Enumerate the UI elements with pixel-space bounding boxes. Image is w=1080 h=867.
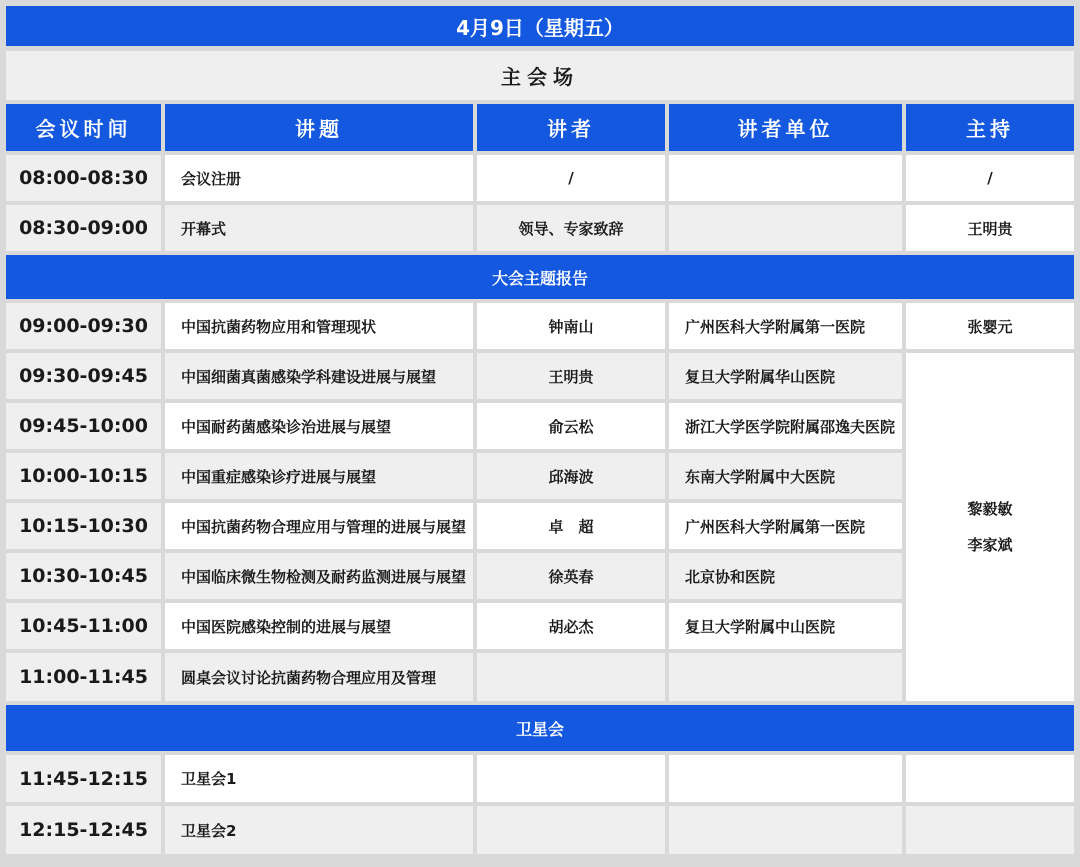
row-host: 张婴元 [906, 303, 1074, 349]
row-host: / [906, 155, 1074, 201]
row-unit: 广州医科大学附属第一医院 [669, 503, 902, 549]
row-speaker [477, 755, 665, 802]
row-unit [669, 653, 902, 701]
row-speaker [477, 806, 665, 854]
host-name: 李家斌 [967, 536, 1013, 554]
row-unit [669, 806, 902, 854]
row-topic: 中国医院感染控制的进展与展望 [165, 603, 473, 649]
row-unit: 浙江大学医学院附属邵逸夫医院 [669, 403, 902, 449]
row-host [906, 755, 1074, 802]
row-time: 10:30-10:45 [6, 553, 161, 599]
row-topic: 中国临床微生物检测及耐药监测进展与展望 [165, 553, 473, 599]
col-header-topic: 讲题 [165, 104, 473, 151]
row-speaker: 胡必杰 [477, 603, 665, 649]
row-unit: 复旦大学附属中山医院 [669, 603, 902, 649]
col-header-host: 主持 [906, 104, 1074, 151]
row-topic: 开幕式 [165, 205, 473, 251]
row-topic: 中国细菌真菌感染学科建设进展与展望 [165, 353, 473, 399]
col-header-time: 会议时间 [6, 104, 161, 151]
row-time: 09:00-09:30 [6, 303, 161, 349]
row-host: 王明贵 [906, 205, 1074, 251]
row-topic: 会议注册 [165, 155, 473, 201]
row-time: 09:45-10:00 [6, 403, 161, 449]
row-host [906, 806, 1074, 854]
row-topic: 圆桌会议讨论抗菌药物合理应用及管理 [165, 653, 473, 701]
row-unit [669, 155, 902, 201]
merged-host-cell [906, 353, 1074, 701]
section-keynote: 大会主题报告 [6, 255, 1074, 299]
row-topic: 中国抗菌药物合理应用与管理的进展与展望 [165, 503, 473, 549]
row-topic: 卫星会1 [165, 755, 473, 802]
row-speaker: 领导、专家致辞 [477, 205, 665, 251]
row-speaker: / [477, 155, 665, 201]
row-unit: 复旦大学附属华山医院 [669, 353, 902, 399]
date-title: 4月9日（星期五） [6, 6, 1074, 46]
row-speaker: 邱海波 [477, 453, 665, 499]
row-time: 10:15-10:30 [6, 503, 161, 549]
row-time: 10:00-10:15 [6, 453, 161, 499]
row-speaker [477, 653, 665, 701]
row-unit [669, 205, 902, 251]
row-speaker: 徐英春 [477, 553, 665, 599]
venue-title: 主会场 [6, 51, 1074, 100]
row-time: 09:30-09:45 [6, 353, 161, 399]
row-time: 10:45-11:00 [6, 603, 161, 649]
col-header-speaker: 讲者 [477, 104, 665, 151]
section-satellite: 卫星会 [6, 705, 1074, 751]
row-topic: 中国耐药菌感染诊治进展与展望 [165, 403, 473, 449]
row-time: 08:00-08:30 [6, 155, 161, 201]
host-name: 黎毅敏 [967, 500, 1013, 518]
row-unit [669, 755, 902, 802]
row-topic: 卫星会2 [165, 806, 473, 854]
row-time: 11:00-11:45 [6, 653, 161, 701]
row-unit: 广州医科大学附属第一医院 [669, 303, 902, 349]
row-speaker: 王明贵 [477, 353, 665, 399]
row-time: 11:45-12:15 [6, 755, 161, 802]
col-header-unit: 讲者单位 [669, 104, 902, 151]
row-speaker: 卓 超 [477, 503, 665, 549]
row-speaker: 钟南山 [477, 303, 665, 349]
row-time: 08:30-09:00 [6, 205, 161, 251]
row-topic: 中国重症感染诊疗进展与展望 [165, 453, 473, 499]
row-time: 12:15-12:45 [6, 806, 161, 854]
row-unit: 东南大学附属中大医院 [669, 453, 902, 499]
row-topic: 中国抗菌药物应用和管理现状 [165, 303, 473, 349]
row-speaker: 俞云松 [477, 403, 665, 449]
row-unit: 北京协和医院 [669, 553, 902, 599]
